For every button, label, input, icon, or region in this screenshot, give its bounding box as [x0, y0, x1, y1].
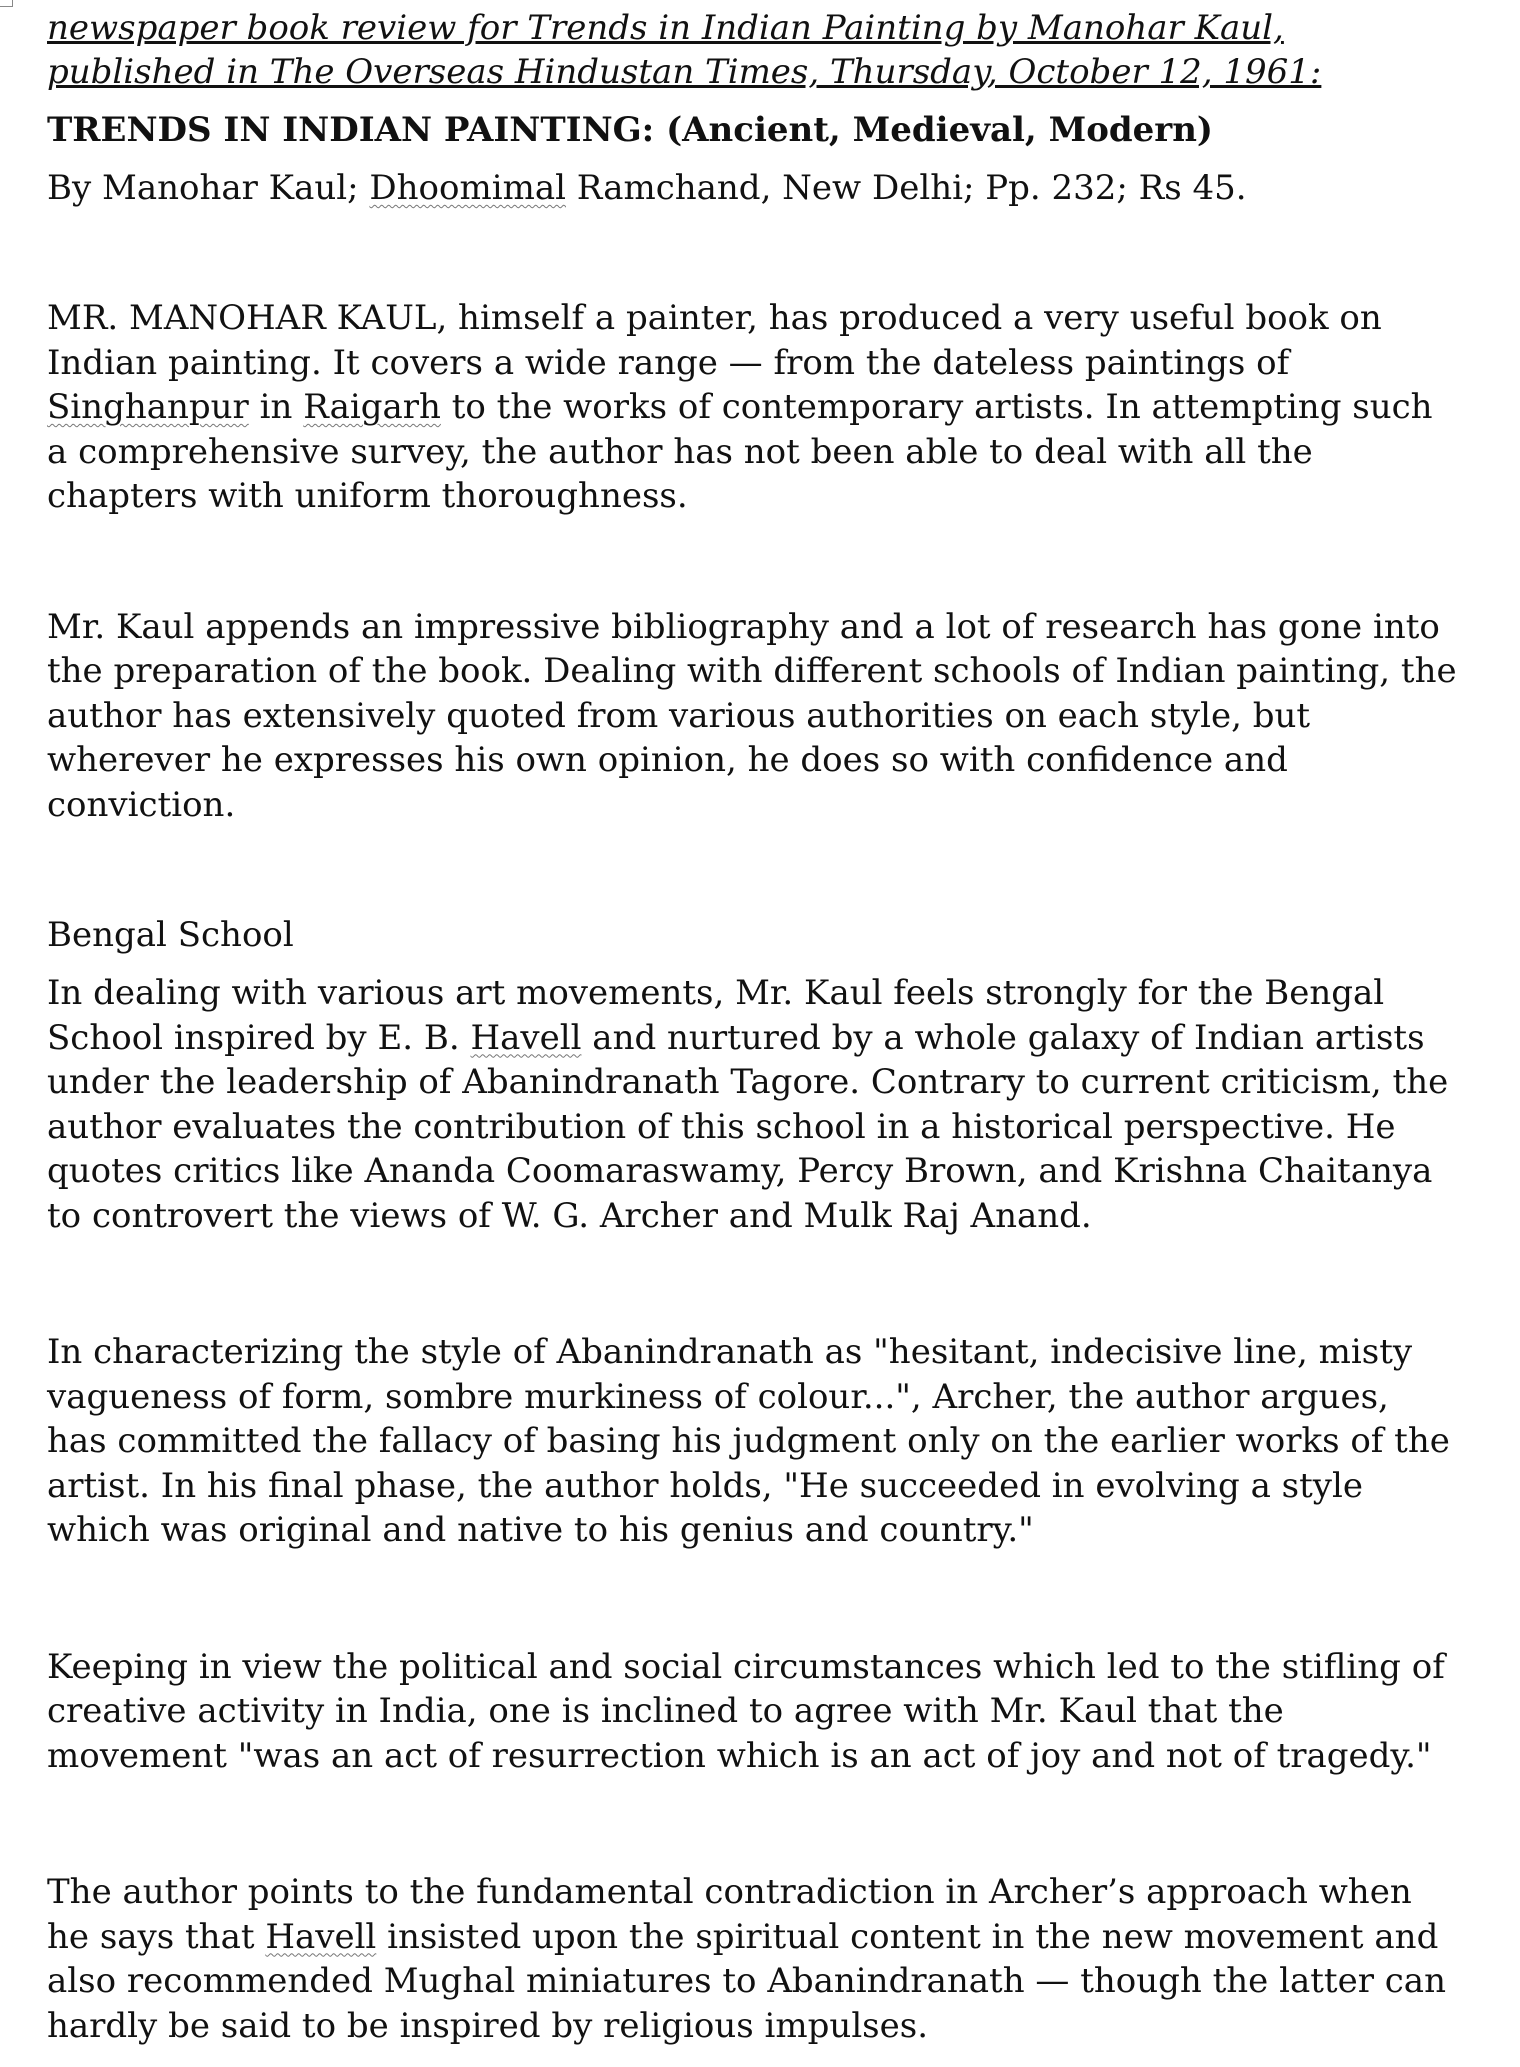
paragraph-political-context: Keeping in view the political and social circumstances which led to the stifling of creative activity in India, one is inclined to agree with Mr. Kaul that the movement "was an act of resurrection which is an act of joy and not of tragedy." [47, 1646, 1445, 1776]
spellcheck-word: Havell [265, 1916, 377, 1957]
page-corner-mark [0, 0, 13, 7]
book-title-heading: TRENDS IN INDIAN PAINTING: (Ancient, Medieval, Modern) [47, 110, 1214, 150]
book-byline [47, 166, 1457, 210]
document-page [47, 0, 1457, 2048]
paragraph-abanindranath-style: In characterizing the style of Abanindranath as "hesitant, indecisive line, misty vagueness of form, sombre murkiness of colour...", Archer, the author argues, has committed the fallacy of basing his judgment only on the earlier works of the artist. In his final phase, the author holds, "He succeeded in evolving a style which was original and native to his genius and country." [47, 1332, 1450, 1550]
paragraph-bengal-school: In dealing with various art movements, Mr. Kaul feels strongly for the Bengal School inspired by E. B. Havell and nurtured by a whole galaxy of Indian artists under the leadership of Abanindranath Tagore. Contrary to current criticism, the author evaluates the contribution of this school in a historical perspective. He quotes critics like Ananda Coomaraswamy, Percy Brown, and Krishna Chaitanya to controvert the views of W. G. Archer and Mulk Raj Anand. [47, 973, 1449, 1236]
spellcheck-word: Singhanpur [47, 387, 249, 427]
paragraph-bibliography: Mr. Kaul appends an impressive bibliography and a lot of research has gone into the preparation of the book. Dealing with different schools of Indian painting, the author has extensively quoted from various authorities on each style, but wherever he expresses his own opinion, he does so with confidence and conviction. [47, 606, 1457, 825]
byline-publisher-details: Ramchand, New Delhi; Pp. 232; Rs 45. [566, 168, 1247, 208]
paragraph-archer-contradiction: The author points to the fundamental contradiction in Archer’s approach when he says that Havell insisted upon the spiritual content in the new movement and also recommended Mughal miniatures to Abanindranath — though the latter can hardly be said to be inspired by religious impulses. [47, 1872, 1446, 2046]
byline-author: By Manohar Kaul; [47, 168, 370, 208]
section-subheading: Bengal School [47, 915, 294, 955]
source-caption: newspaper book review for Trends in Indian Painting by Manohar Kaul, published in The Overseas Hindustan Times, Thursday, October 12, 1961: [47, 8, 1322, 92]
spellcheck-word: Havell [470, 1017, 582, 1058]
spellcheck-word: Dhoomimal [369, 168, 566, 208]
spellcheck-word: Raigarh [303, 387, 441, 427]
paragraph-intro: MR. MANOHAR KAUL, himself a painter, has produced a very useful book on Indian painting. It covers a wide range — from the dateless paintings of Singhanpur in Raigarh to the works of contemporary artists. In attempting such a comprehensive survey, the author has not been able to deal with all the chapters with uniform thoroughness. [47, 298, 1433, 516]
